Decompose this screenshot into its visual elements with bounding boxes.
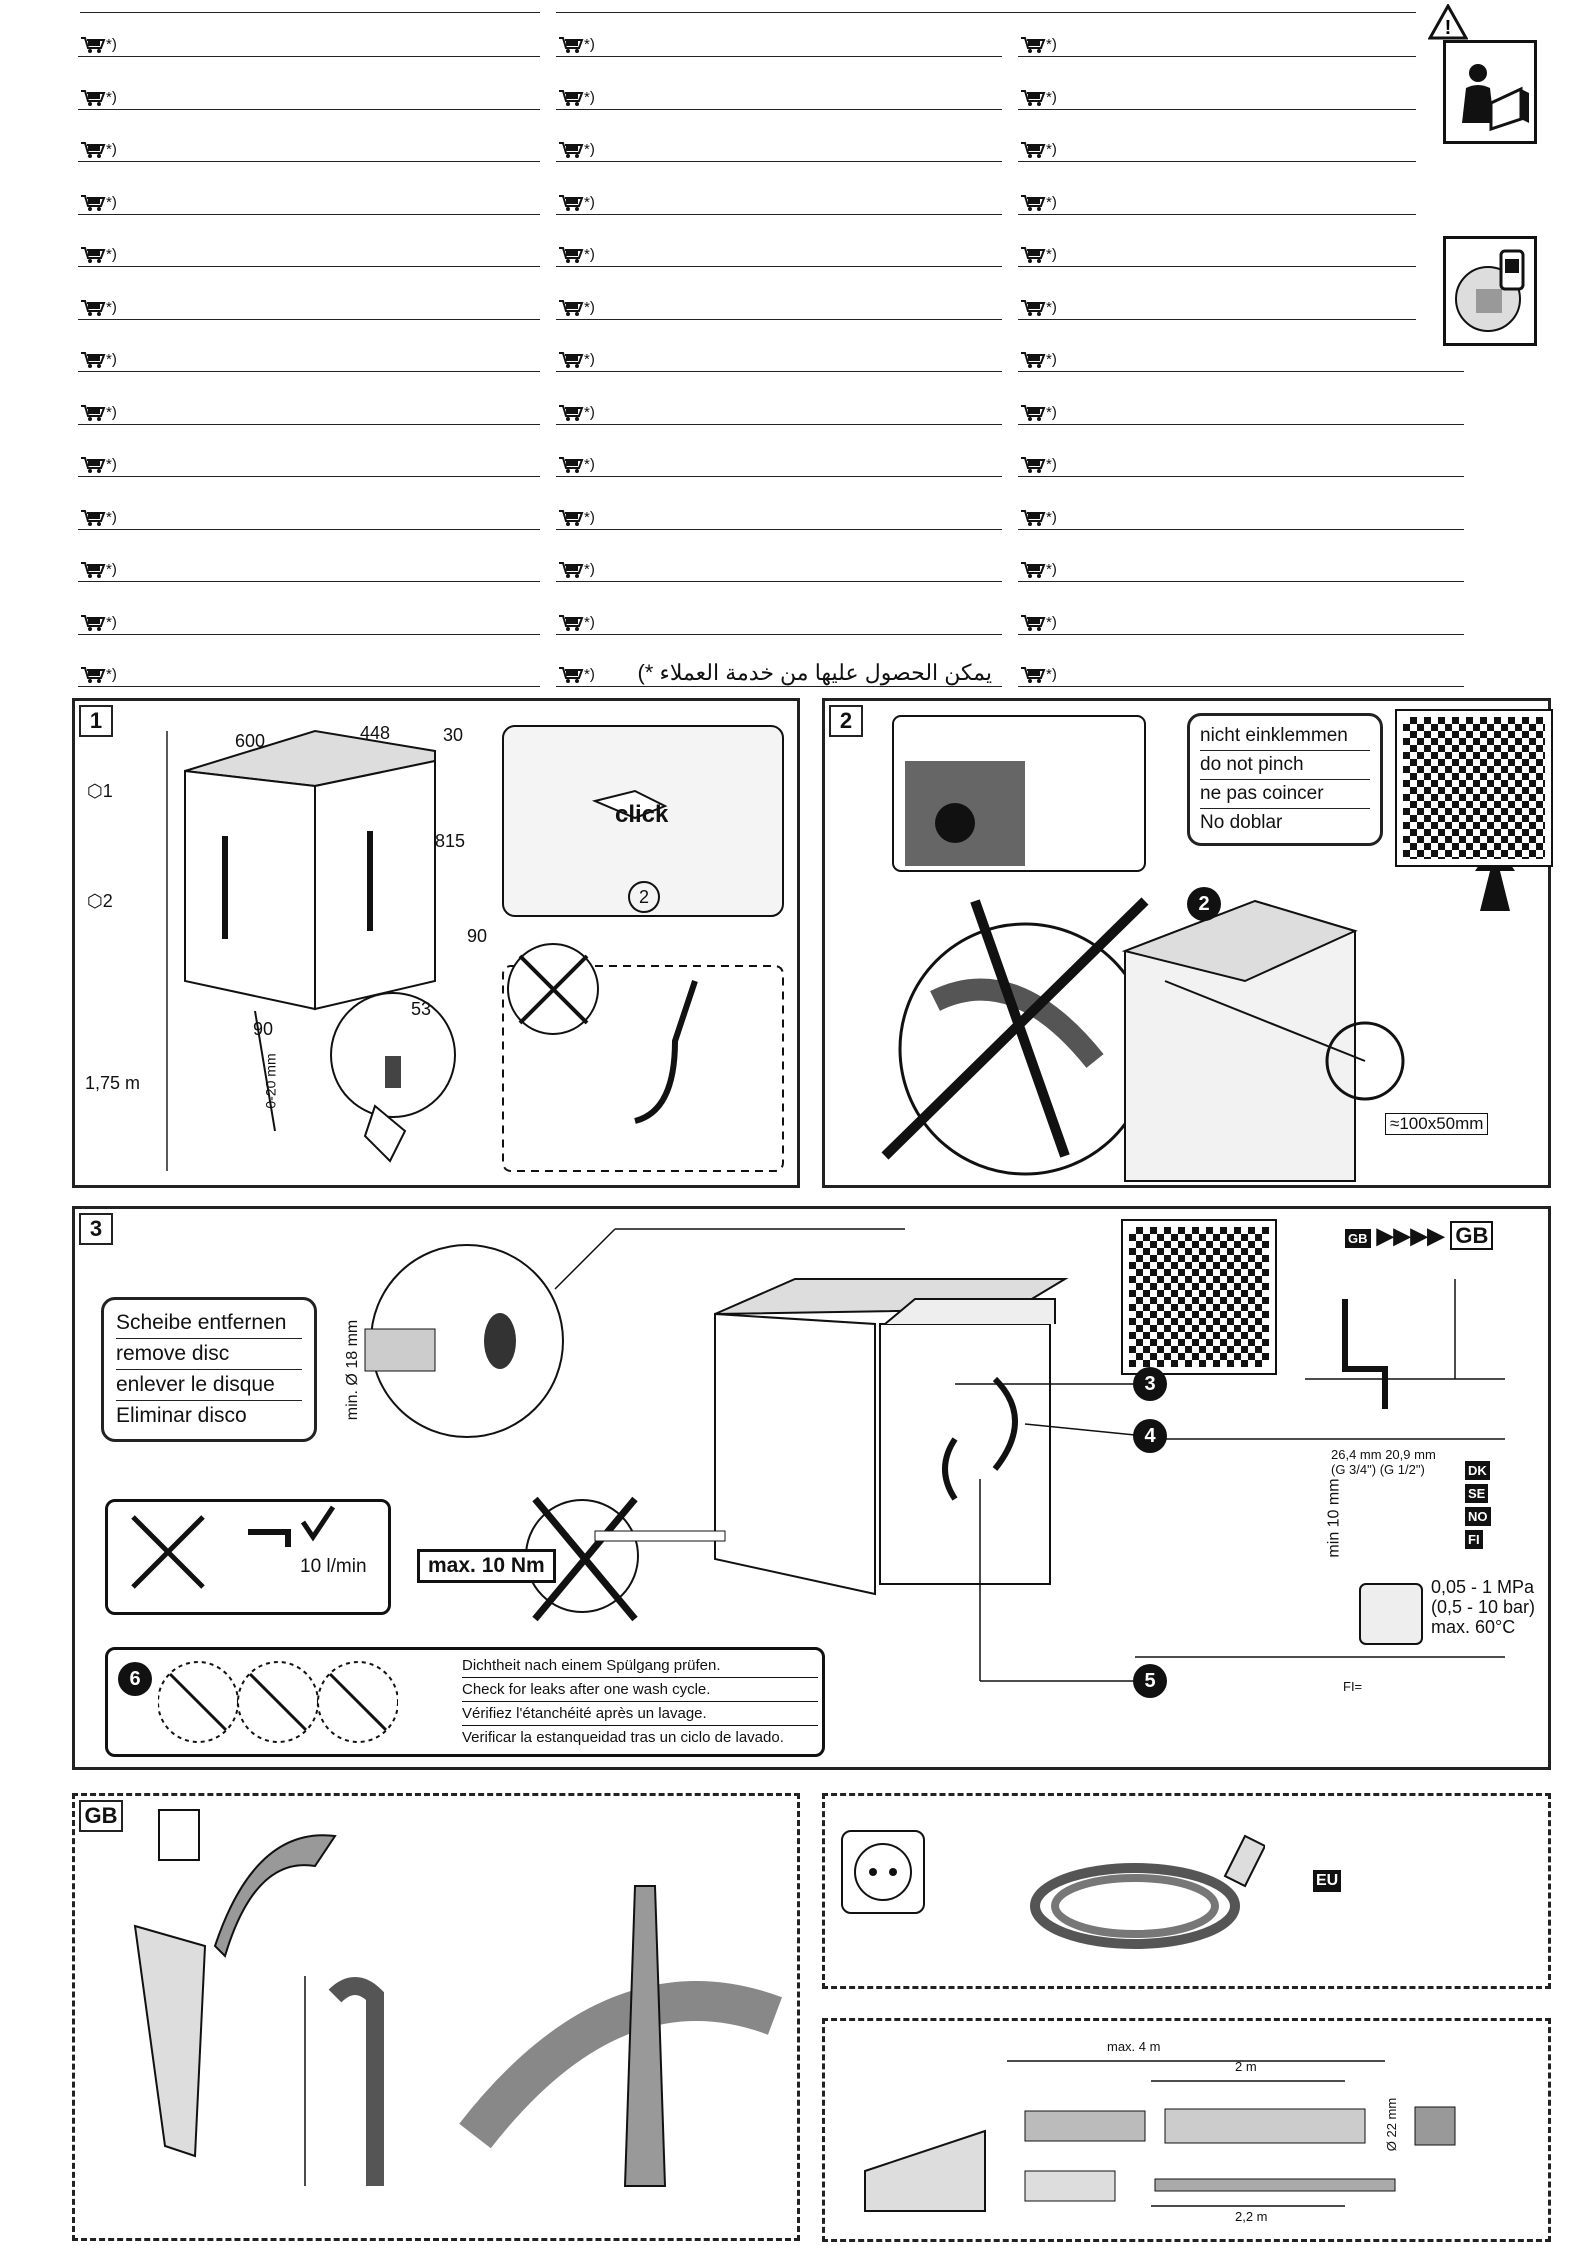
parts-list-line bbox=[556, 299, 1002, 320]
parts-list-line bbox=[556, 36, 1002, 57]
cart-icon bbox=[1020, 404, 1057, 422]
parts-list-line bbox=[1018, 141, 1416, 162]
parts-list-line bbox=[78, 561, 540, 582]
accessory-1: ⬡1 bbox=[87, 781, 113, 801]
parts-list-line bbox=[78, 666, 540, 687]
cart-icon bbox=[1020, 246, 1057, 264]
dim-height: 815 bbox=[435, 831, 466, 851]
parts-marker: *) bbox=[584, 298, 595, 316]
dishwasher-dimensions-drawing bbox=[75, 701, 797, 1185]
phone-qr-icon bbox=[1443, 236, 1537, 346]
cart-icon bbox=[1020, 509, 1057, 527]
cart-icon bbox=[80, 194, 117, 212]
cart-icon bbox=[80, 141, 117, 159]
step-5-marker: 5 bbox=[1133, 1664, 1167, 1698]
step-4-marker: 4 bbox=[1133, 1419, 1167, 1453]
cart-icon bbox=[558, 404, 595, 422]
panel-gb bbox=[72, 1793, 800, 2241]
cart-icon bbox=[558, 89, 595, 107]
parts-marker: *) bbox=[106, 88, 117, 106]
flow-rate: 10 l/min bbox=[300, 1556, 367, 1577]
warning-icon bbox=[1428, 4, 1468, 45]
parts-list-line bbox=[78, 299, 540, 320]
cart-icon bbox=[80, 246, 117, 264]
cart-icon bbox=[558, 141, 595, 159]
parts-list-line bbox=[78, 614, 540, 635]
qr-code bbox=[1397, 711, 1551, 865]
cart-icon bbox=[558, 456, 595, 474]
parts-marker: *) bbox=[1046, 88, 1057, 106]
panel-3 bbox=[72, 1206, 1551, 1770]
parts-list-line bbox=[1018, 614, 1464, 635]
cart-icon bbox=[80, 614, 117, 632]
dim-plinth: 90 bbox=[467, 926, 488, 946]
leak-check-drawings bbox=[158, 1654, 398, 1750]
hose-diameter: Ø 22 mm bbox=[1384, 2097, 1400, 2152]
parts-list-line bbox=[556, 246, 1002, 267]
parts-marker: *) bbox=[1046, 351, 1057, 368]
parts-marker: *) bbox=[584, 141, 595, 158]
parts-marker: *) bbox=[1046, 36, 1057, 53]
cart-icon bbox=[558, 509, 595, 527]
cart-icon bbox=[80, 404, 117, 422]
leak-check-panel bbox=[105, 1647, 825, 1757]
panel-number: 2 bbox=[829, 705, 863, 737]
parts-marker: *) bbox=[584, 351, 595, 368]
parts-marker: *) bbox=[1046, 456, 1057, 473]
parts-marker: *) bbox=[584, 88, 595, 106]
parts-marker: *) bbox=[1046, 141, 1057, 158]
torque-label: max. 10 Nm bbox=[417, 1549, 556, 1583]
parts-list-line bbox=[556, 456, 1002, 477]
cart-icon bbox=[558, 36, 595, 54]
parts-list-line bbox=[556, 509, 1002, 530]
socket-icon bbox=[841, 1830, 925, 1914]
cart-icon bbox=[80, 666, 117, 684]
panel-hose-extension bbox=[822, 2018, 1551, 2242]
cable-length: 1,75 m bbox=[85, 1073, 141, 1093]
dim-front: 90 bbox=[253, 1019, 274, 1039]
parts-marker: *) bbox=[1046, 403, 1057, 421]
cart-icon bbox=[80, 561, 117, 579]
parts-list-line bbox=[1018, 561, 1464, 582]
parts-list-line bbox=[556, 89, 1002, 110]
cart-icon bbox=[1020, 666, 1057, 684]
parts-marker: *) bbox=[584, 613, 595, 631]
cart-icon bbox=[80, 89, 117, 107]
max-length: max. 4 m bbox=[1107, 2039, 1161, 2054]
remove-disc-label: Scheibe entfernen remove disc enlever le disque Eliminar disco bbox=[101, 1297, 317, 1442]
read-manual-icon bbox=[1443, 40, 1537, 144]
parts-marker: *) bbox=[1046, 508, 1057, 526]
cart-icon bbox=[80, 456, 117, 474]
parts-marker: *) bbox=[106, 246, 117, 263]
dim-depth: 448 bbox=[360, 723, 391, 743]
parts-list-line bbox=[78, 404, 540, 425]
parts-list-line bbox=[78, 194, 540, 215]
parts-marker: *) bbox=[106, 403, 117, 421]
parts-marker: *) bbox=[1046, 193, 1057, 211]
cart-icon bbox=[80, 299, 117, 317]
panel-1 bbox=[72, 698, 800, 1188]
country-badges: DK SE NO FI bbox=[1465, 1459, 1489, 1551]
gb-arrow-row: GB ▶▶▶▶ GB bbox=[1345, 1223, 1493, 1250]
cart-icon bbox=[1020, 351, 1057, 369]
parts-list-line bbox=[556, 404, 1002, 425]
dim-feet: 0-20 mm bbox=[262, 1053, 279, 1109]
parts-list-line bbox=[78, 509, 540, 530]
parts-marker: *) bbox=[584, 246, 595, 263]
length-2m: 2 m bbox=[1235, 2059, 1257, 2074]
top-rule bbox=[80, 12, 540, 13]
cart-icon bbox=[1020, 614, 1057, 632]
footnote-text: يمكن الحصول عليها من خدمة العملاء *) bbox=[637, 660, 992, 685]
parts-list-line bbox=[556, 614, 1002, 635]
svg-text:!: ! bbox=[1444, 17, 1452, 39]
hose-min-diameter: min. Ø 18 mm bbox=[344, 1319, 362, 1421]
parts-marker: *) bbox=[106, 666, 117, 683]
cart-icon bbox=[558, 614, 595, 632]
parts-list-line bbox=[1018, 351, 1464, 372]
cart-icon bbox=[558, 299, 595, 317]
cart-icon bbox=[1020, 561, 1057, 579]
parts-list-line bbox=[78, 246, 540, 267]
parts-list-line bbox=[1018, 404, 1464, 425]
cart-icon bbox=[1020, 141, 1057, 159]
parts-marker: *) bbox=[106, 456, 117, 473]
parts-list-line bbox=[78, 36, 540, 57]
parts-marker: *) bbox=[106, 298, 117, 316]
step-2-marker: 2 bbox=[1187, 887, 1221, 921]
cart-icon bbox=[558, 246, 595, 264]
parts-marker: *) bbox=[584, 508, 595, 526]
cart-icon bbox=[1020, 194, 1057, 212]
qr-code bbox=[1123, 1221, 1275, 1373]
thread-dimensions: 26,4 mm 20,9 mm (G 3/4") (G 1/2") bbox=[1331, 1447, 1436, 1477]
parts-list-line bbox=[1018, 89, 1416, 110]
cart-icon bbox=[558, 194, 595, 212]
hose-extension-drawing bbox=[825, 2021, 1548, 2239]
parts-marker: *) bbox=[106, 561, 117, 578]
cart-icon bbox=[558, 561, 595, 579]
panel-number: 3 bbox=[79, 1213, 113, 1245]
accessory-2: ⬡2 bbox=[87, 891, 113, 911]
parts-marker: *) bbox=[106, 141, 117, 158]
parts-marker: *) bbox=[106, 613, 117, 631]
parts-marker: *) bbox=[1046, 298, 1057, 316]
top-rule bbox=[556, 12, 1416, 13]
parts-marker: *) bbox=[106, 193, 117, 211]
parts-list-line bbox=[556, 561, 1002, 582]
cart-icon bbox=[1020, 89, 1057, 107]
length-2-2m: 2,2 m bbox=[1235, 2209, 1268, 2224]
cart-icon bbox=[1020, 299, 1057, 317]
no-pinch-label: nicht einklemmen do not pinch ne pas coincer No doblar bbox=[1187, 713, 1383, 846]
parts-list-line bbox=[1018, 246, 1416, 267]
panel-eu bbox=[822, 1793, 1551, 1989]
leak-check-text: Dichtheit nach einem Spülgang prüfen. Check for leaks after one wash cycle. Vérifiez l'étanchéité après un lavage. Verificar la estanqueidad tras un ciclo de lavado. bbox=[462, 1654, 818, 1749]
cart-icon bbox=[558, 666, 595, 684]
cart-icon bbox=[80, 509, 117, 527]
parts-list-line bbox=[78, 456, 540, 477]
parts-marker: *) bbox=[106, 351, 117, 368]
dim-top: 30 bbox=[443, 725, 464, 745]
tap-panel bbox=[105, 1499, 391, 1615]
parts-marker: *) bbox=[1046, 613, 1057, 631]
parts-list-line bbox=[556, 194, 1002, 215]
step-3-marker: 3 bbox=[1133, 1367, 1167, 1401]
eu-label: EU bbox=[1313, 1868, 1341, 1894]
parts-list-line bbox=[78, 89, 540, 110]
gb-drain-drawing bbox=[75, 1796, 797, 2238]
step-6-marker: 6 bbox=[118, 1662, 152, 1696]
parts-marker: *) bbox=[106, 36, 117, 53]
parts-marker: *) bbox=[584, 403, 595, 421]
parts-marker: *) bbox=[584, 456, 595, 473]
cart-icon bbox=[558, 351, 595, 369]
opening-size: ≈100x50mm bbox=[1385, 1113, 1488, 1135]
cart-icon bbox=[80, 351, 117, 369]
parts-list-line bbox=[78, 141, 540, 162]
parts-list-line bbox=[1018, 299, 1416, 320]
fi-label: FI= bbox=[1343, 1679, 1363, 1694]
parts-marker: *) bbox=[1046, 246, 1057, 263]
cart-icon bbox=[1020, 456, 1057, 474]
parts-list-line bbox=[78, 351, 540, 372]
parts-marker: *) bbox=[584, 193, 595, 211]
cart-icon bbox=[1020, 36, 1057, 54]
click-label: click bbox=[615, 801, 669, 828]
parts-marker: *) bbox=[1046, 561, 1057, 578]
panel-2 bbox=[822, 698, 1551, 1188]
dim-width: 600 bbox=[235, 731, 266, 751]
parts-marker: *) bbox=[584, 36, 595, 53]
parts-marker: *) bbox=[584, 561, 595, 578]
parts-list-line bbox=[1018, 456, 1464, 477]
parts-list-line bbox=[556, 141, 1002, 162]
parts-list-line bbox=[1018, 36, 1416, 57]
panel-number: 1 bbox=[79, 705, 113, 737]
power-cable-drawing bbox=[1005, 1816, 1265, 1966]
parts-marker: *) bbox=[1046, 666, 1057, 683]
pressure-spec: 0,05 - 1 MPa (0,5 - 10 bar) max. 60°C bbox=[1431, 1577, 1536, 1637]
min-length: min 10 mm bbox=[1325, 1478, 1343, 1558]
parts-marker: *) bbox=[584, 666, 595, 683]
parts-list-line bbox=[1018, 194, 1416, 215]
parts-list-line bbox=[1018, 666, 1464, 687]
parts-list-line bbox=[1018, 509, 1464, 530]
parts-list-line bbox=[556, 351, 1002, 372]
panel-label: GB bbox=[79, 1800, 123, 1832]
step-2-badge: 2 bbox=[628, 881, 660, 913]
parts-marker: *) bbox=[106, 508, 117, 526]
dim-gap: 53 bbox=[411, 999, 432, 1019]
cart-icon bbox=[80, 36, 117, 54]
